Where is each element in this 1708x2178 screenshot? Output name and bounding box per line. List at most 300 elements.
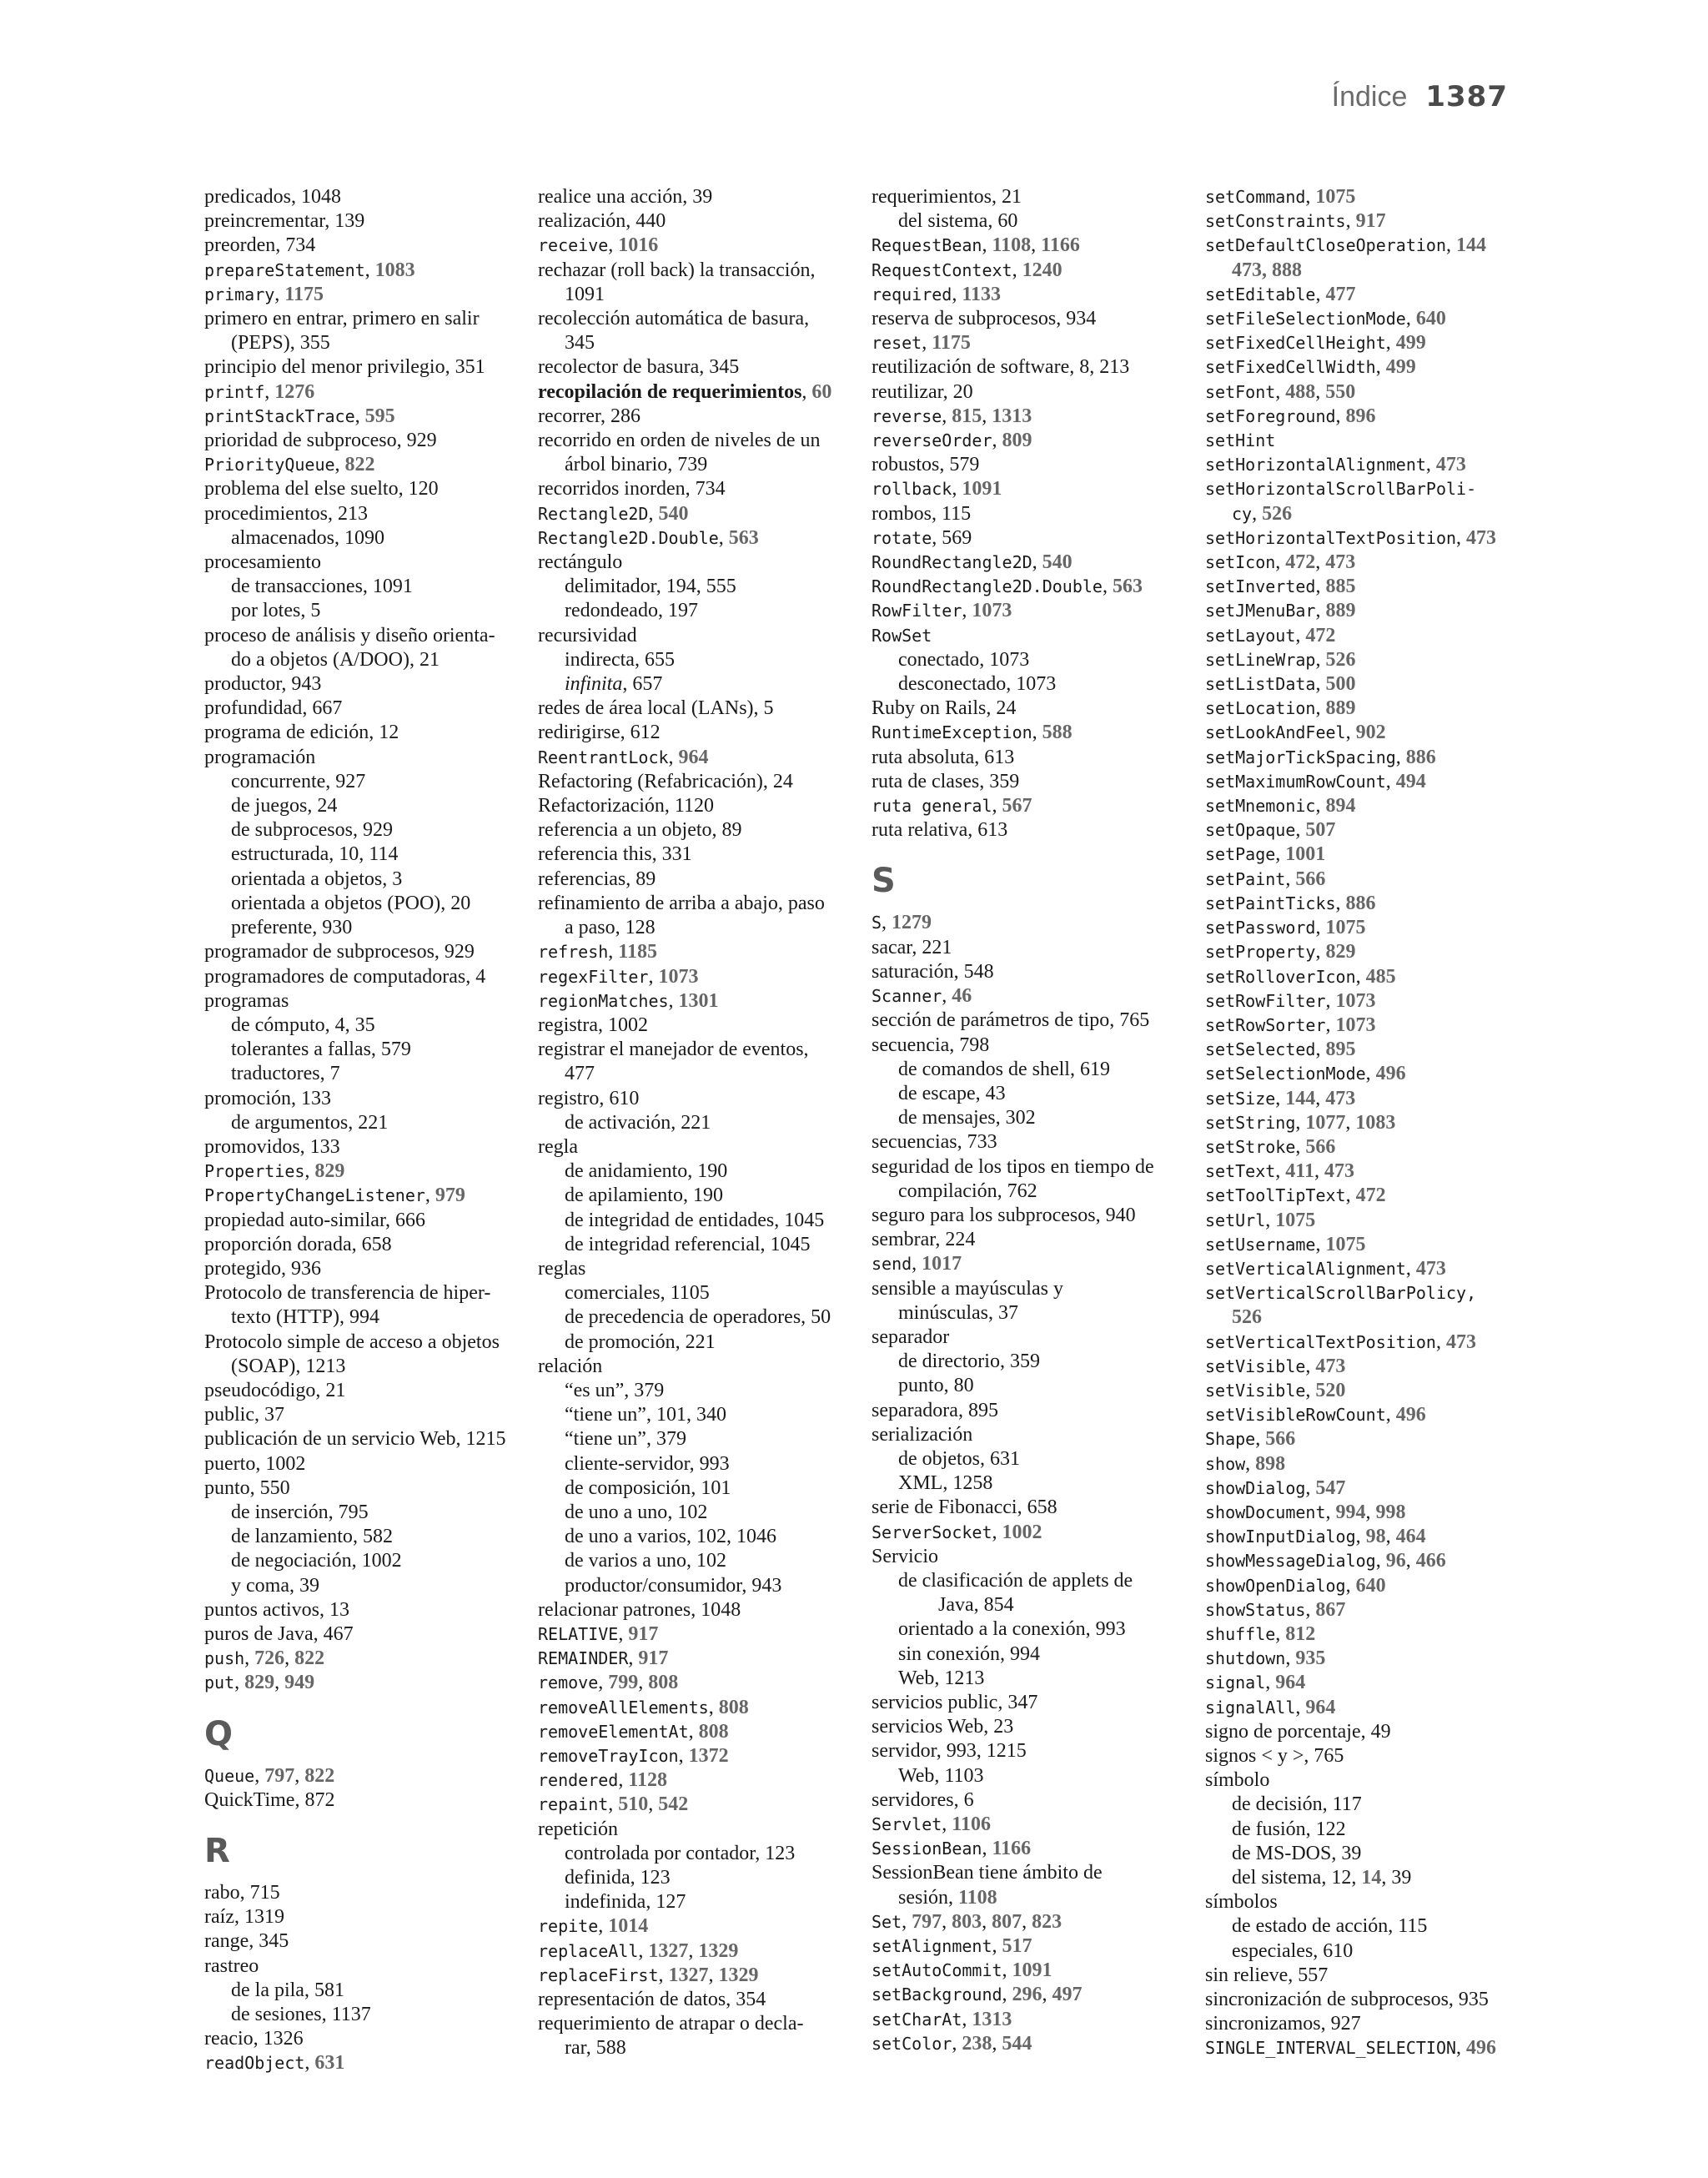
page-reference: 345 bbox=[259, 1930, 289, 1953]
page-reference: 10 bbox=[339, 843, 359, 866]
page-reference: 898 bbox=[1255, 1452, 1286, 1475]
index-term: setVerticalTextPosition bbox=[1205, 1331, 1436, 1352]
index-term: de directorio bbox=[898, 1351, 1000, 1373]
index-entry-continuation: rar, 588 bbox=[565, 2037, 626, 2060]
index-entry: Shape, 566 bbox=[1205, 1428, 1296, 1451]
index-term: “es un” bbox=[565, 1379, 625, 1401]
index-term: Refactoring (Refabricación) bbox=[538, 770, 763, 792]
page-reference: 4 bbox=[334, 1014, 345, 1036]
index-term: servidor bbox=[872, 1740, 937, 1763]
index-entry: rendered, 1128 bbox=[538, 1769, 668, 1792]
index-entry bbox=[204, 989, 538, 1014]
index-entry: receive, 1016 bbox=[538, 234, 659, 257]
index-entry: setHorizontalTextPosition, 473 bbox=[1205, 526, 1497, 549]
index-subentry: de transacciones, 1091 bbox=[231, 576, 413, 598]
page-reference: 613 bbox=[977, 819, 1008, 842]
page-reference: 1090 bbox=[344, 526, 384, 549]
index-entry: setJMenuBar, 889 bbox=[1205, 600, 1356, 622]
page-reference: 631 bbox=[314, 2052, 345, 2075]
index-term: RoundRectangle2D.Double bbox=[872, 576, 1103, 597]
index-term: Java bbox=[938, 1594, 974, 1617]
index-term: por lotes bbox=[231, 600, 301, 622]
page-reference: 526 bbox=[1325, 648, 1356, 671]
page-reference: 49 bbox=[1370, 1720, 1391, 1743]
page-reference: 139 bbox=[334, 210, 365, 233]
index-term: recopilación de requerimientos bbox=[538, 380, 802, 403]
index-term: orientada a objetos (POO) bbox=[231, 892, 441, 914]
index-term: setLocation bbox=[1205, 698, 1316, 719]
index-entry: recorridos inorden, 734 bbox=[538, 478, 726, 500]
page-reference: 115 bbox=[1398, 1915, 1428, 1938]
page-reference: 302 bbox=[1005, 1107, 1036, 1129]
index-term: show bbox=[1205, 1453, 1246, 1474]
index-term: setPassword bbox=[1205, 918, 1316, 938]
index-term: showInputDialog bbox=[1205, 1527, 1356, 1547]
page-reference: 567 bbox=[1002, 795, 1032, 817]
index-subentry: conectado, 1073 bbox=[898, 648, 1030, 671]
index-entry: removeTrayIcon, 1372 bbox=[538, 1745, 729, 1767]
index-term: setPaintTicks bbox=[1205, 893, 1336, 913]
index-subentry: orientada a objetos, 3 bbox=[231, 868, 403, 890]
page-reference: 1175 bbox=[284, 283, 324, 305]
page-reference: 39 bbox=[1391, 1867, 1412, 1889]
page-reference: 1103 bbox=[944, 1764, 984, 1787]
index-term: Rectangle2D.Double bbox=[538, 527, 719, 548]
index-subentry: delimitador, 194, 555 bbox=[565, 576, 736, 598]
index-term: showDocument bbox=[1205, 1501, 1326, 1522]
page-reference: 799 bbox=[608, 1672, 639, 1694]
index-term: readObject bbox=[204, 2053, 305, 2074]
index-term: removeTrayIcon bbox=[538, 1746, 679, 1766]
index-term: setEditable bbox=[1205, 284, 1316, 304]
page-reference: 355 bbox=[299, 332, 330, 355]
index-term: signo de porcentaje bbox=[1205, 1720, 1361, 1743]
index-entry: separadora, 895 bbox=[872, 1399, 998, 1421]
index-term: showDialog bbox=[1205, 1477, 1306, 1498]
index-subentry: de mensajes, 302 bbox=[898, 1107, 1036, 1129]
index-entry: Rectangle2D.Double, 563 bbox=[538, 526, 759, 549]
page-reference: 1091 bbox=[1012, 1959, 1052, 1982]
index-term: setListData bbox=[1205, 674, 1316, 695]
index-entry: RoundRectangle2D, 540 bbox=[872, 551, 1073, 574]
page-reference: 1240 bbox=[1022, 259, 1062, 281]
index-term: símbolo bbox=[1205, 1769, 1270, 1792]
index-entry: setText, 411, 473 bbox=[1205, 1160, 1354, 1183]
page-reference: 936 bbox=[290, 1257, 321, 1280]
index-entry: Scanner, 46 bbox=[872, 985, 972, 1008]
index-entry: programadores de computadoras, 4 bbox=[204, 965, 486, 988]
index-entry: rombos, 115 bbox=[872, 502, 972, 525]
index-term: recolección automática de basura, bbox=[538, 308, 810, 330]
index-subentry: de anidamiento, 190 bbox=[565, 1160, 728, 1183]
page-reference: 993 bbox=[699, 1452, 730, 1475]
page-reference: 808 bbox=[648, 1672, 679, 1694]
index-term: delimitador bbox=[565, 576, 656, 598]
index-entry: sección de parámetros de tipo, 765 bbox=[872, 1009, 1150, 1032]
index-term: Protocolo simple de acceso a objetos bbox=[204, 1330, 500, 1353]
index-term: realice una acción bbox=[538, 186, 683, 208]
index-term: punto bbox=[898, 1375, 944, 1397]
index-entry: setVisible, 520 bbox=[1205, 1379, 1346, 1401]
index-entry: ruta de clases, 359 bbox=[872, 770, 1020, 792]
index-term: de precedencia de operadores bbox=[565, 1306, 801, 1329]
index-subentry: de lanzamiento, 582 bbox=[231, 1526, 393, 1548]
index-subentry: de sesiones, 1137 bbox=[231, 2004, 371, 2026]
index-term: realización bbox=[538, 210, 626, 233]
page-reference: 473 bbox=[1435, 454, 1466, 476]
index-entry: setString, 1077, 1083 bbox=[1205, 1111, 1396, 1134]
page-reference: 1001 bbox=[1285, 843, 1326, 866]
index-entry: setHorizontalAlignment, 473 bbox=[1205, 454, 1466, 476]
index-entry-continuation: compilación, 762 bbox=[898, 1180, 1037, 1202]
page-reference: 1075 bbox=[1275, 1209, 1316, 1231]
index-term: referencia this bbox=[538, 843, 652, 866]
page-reference: 1326 bbox=[263, 2028, 304, 2050]
page-reference: 886 bbox=[1405, 746, 1436, 768]
index-subentry: de integridad referencial, 1045 bbox=[565, 1233, 811, 1255]
index-entry bbox=[872, 1423, 1205, 1447]
page-reference: 1133 bbox=[962, 283, 1002, 305]
index-term: de fusión bbox=[1232, 1818, 1306, 1840]
page-reference: 1128 bbox=[628, 1769, 668, 1792]
page-reference: 930 bbox=[322, 917, 353, 939]
page-reference: 39 bbox=[299, 1574, 319, 1597]
index-entry: setFont, 488, 550 bbox=[1205, 380, 1356, 403]
page-reference: 579 bbox=[949, 454, 980, 476]
page-reference: 808 bbox=[718, 1696, 749, 1718]
index-entry: reverseOrder, 809 bbox=[872, 430, 1032, 452]
index-entry: principio del menor privilegio, 351 bbox=[204, 356, 485, 379]
index-entry bbox=[538, 1355, 872, 1379]
index-term: setFixedCellHeight bbox=[1205, 333, 1386, 354]
index-term: de MS-DOS bbox=[1232, 1842, 1332, 1864]
index-entry: ServerSocket, 1002 bbox=[872, 1521, 1042, 1543]
page-reference: 619 bbox=[1079, 1058, 1110, 1080]
index-term: de estado de acción bbox=[1232, 1915, 1389, 1938]
index-entry: Refactoring (Refabricación), 24 bbox=[538, 770, 793, 792]
page-reference: 1319 bbox=[244, 1906, 284, 1929]
index-entry: ReentrantLock, 964 bbox=[538, 746, 709, 768]
index-term: setVerticalAlignment bbox=[1205, 1258, 1406, 1279]
page-reference: 889 bbox=[1325, 600, 1356, 622]
page-reference: 114 bbox=[369, 843, 399, 866]
index-term: traductores bbox=[231, 1063, 320, 1085]
index-entry: redirigirse, 612 bbox=[538, 722, 661, 744]
page-reference: 379 bbox=[634, 1379, 665, 1401]
page-reference: 500 bbox=[1325, 673, 1356, 696]
index-entry: setPaintTicks, 886 bbox=[1205, 892, 1376, 914]
page-reference: 1108 bbox=[992, 234, 1032, 257]
index-entry: pseudocódigo, 21 bbox=[204, 1379, 346, 1401]
index-entry: showDocument, 994, 998 bbox=[1205, 1501, 1406, 1523]
index-entry: signalAll, 964 bbox=[1205, 1696, 1336, 1718]
page-reference: 102 bbox=[696, 1526, 726, 1548]
page-reference: 1002 bbox=[265, 1452, 306, 1475]
index-entry: shutdown, 935 bbox=[1205, 1647, 1326, 1670]
index-term: setVisible bbox=[1205, 1356, 1306, 1376]
page-reference: 473 bbox=[1325, 1087, 1356, 1109]
index-entry: relacionar patrones, 1048 bbox=[538, 1598, 741, 1621]
index-subentry: de decisión, 117 bbox=[1232, 1793, 1362, 1816]
index-entry-continuation: cy, 526 bbox=[1232, 502, 1293, 525]
index-entry: S, 1279 bbox=[872, 912, 932, 934]
index-term: raíz bbox=[204, 1906, 234, 1929]
index-term: de objetos bbox=[898, 1447, 980, 1470]
page-reference: 286 bbox=[610, 405, 640, 427]
index-term: de juegos bbox=[231, 795, 308, 817]
index-entry bbox=[872, 1861, 1205, 1885]
page-reference: 488 bbox=[1285, 380, 1316, 403]
index-term: registrar el manejador de eventos, bbox=[538, 1039, 809, 1061]
index-term: problema del else suelto bbox=[204, 478, 399, 500]
index-term: serialización bbox=[872, 1423, 973, 1446]
index-term: 345 bbox=[565, 332, 595, 355]
page-reference: 809 bbox=[1002, 430, 1032, 452]
index-term: cliente-servidor bbox=[565, 1452, 690, 1475]
index-term: setUrl bbox=[1205, 1210, 1266, 1230]
index-entry: Queue, 797, 822 bbox=[204, 1764, 335, 1787]
index-term: setLookAndFeel bbox=[1205, 722, 1346, 743]
index-entry bbox=[204, 1954, 538, 1979]
index-subentry: orientada a objetos (POO), 20 bbox=[231, 892, 471, 914]
page-reference: 726 bbox=[254, 1647, 285, 1670]
index-entry: setListData, 500 bbox=[1205, 673, 1356, 696]
index-entry: range, 345 bbox=[204, 1930, 289, 1953]
page-reference: 896 bbox=[1345, 405, 1376, 427]
index-term: remove bbox=[538, 1672, 599, 1693]
index-entry: preincrementar, 139 bbox=[204, 210, 365, 233]
page-reference: 885 bbox=[1325, 576, 1356, 598]
index-term: primary bbox=[204, 284, 275, 304]
page-reference: 221 bbox=[358, 1111, 389, 1134]
index-term: setLineWrap bbox=[1205, 649, 1316, 670]
index-entry: SINGLE_INTERVAL_SELECTION, 496 bbox=[1205, 2037, 1497, 2060]
index-entry: puerto, 1002 bbox=[204, 1452, 306, 1475]
page-reference: 1175 bbox=[932, 332, 971, 355]
index-subentry: de uno a varios, 102, 1046 bbox=[565, 1526, 776, 1548]
index-term: 526 bbox=[1232, 1306, 1262, 1329]
index-subentry: de negociación, 1002 bbox=[231, 1550, 402, 1572]
index-term: setFixedCellWidth bbox=[1205, 357, 1376, 378]
index-term: prepareStatement bbox=[204, 259, 365, 280]
page-reference: 213 bbox=[1099, 356, 1130, 379]
index-term: proporción dorada bbox=[204, 1233, 352, 1255]
index-entry bbox=[538, 1818, 872, 1842]
index-entry: setVerticalAlignment, 473 bbox=[1205, 1257, 1446, 1280]
index-term: regionMatches bbox=[538, 990, 669, 1011]
index-term: sensible a mayúsculas y bbox=[872, 1277, 1063, 1300]
page-reference: 24 bbox=[996, 697, 1017, 720]
index-entry: publicación de un servicio Web, 1215 bbox=[204, 1428, 506, 1451]
index-term: ruta relativa bbox=[872, 819, 968, 842]
index-term: de uno a uno bbox=[565, 1501, 668, 1523]
index-term: setDefaultCloseOperation bbox=[1205, 235, 1446, 256]
index-entry: signal, 964 bbox=[1205, 1672, 1306, 1694]
index-subentry: de composición, 101 bbox=[565, 1476, 731, 1499]
index-entry: requerimientos, 21 bbox=[872, 186, 1022, 208]
page-reference: 1279 bbox=[892, 912, 932, 934]
index-term: Servlet bbox=[872, 1814, 942, 1834]
index-entry: puros de Java, 467 bbox=[204, 1622, 354, 1645]
page-reference: 20 bbox=[450, 892, 471, 914]
index-term: receive bbox=[538, 235, 609, 256]
index-term: de uno a varios bbox=[565, 1526, 686, 1548]
index-entry: servidores, 6 bbox=[872, 1788, 974, 1811]
page-reference: 473 bbox=[1445, 1330, 1476, 1353]
page-reference: 1091 bbox=[962, 478, 1002, 500]
index-entry: recopilación de requerimientos, 60 bbox=[538, 380, 832, 403]
page-reference: 949 bbox=[284, 1672, 315, 1694]
index-subentry: por lotes, 5 bbox=[231, 600, 321, 622]
index-term: de subprocesos bbox=[231, 819, 353, 842]
index-term: puerto bbox=[204, 1452, 256, 1475]
page-reference: 610 bbox=[609, 1087, 640, 1109]
page-reference: 21 bbox=[419, 648, 440, 671]
index-entry-continuation bbox=[1205, 1305, 1539, 1330]
index-term: setHorizontalAlignment bbox=[1205, 455, 1426, 475]
page-reference: 929 bbox=[444, 941, 475, 963]
index-entry: regexFilter, 1073 bbox=[538, 965, 699, 988]
index-term: de escape bbox=[898, 1082, 976, 1104]
index-term: de activación bbox=[565, 1111, 671, 1134]
index-entry: setLayout, 472 bbox=[1205, 624, 1336, 646]
index-entry bbox=[538, 892, 872, 916]
page-reference: 544 bbox=[1002, 2032, 1032, 2055]
page-reference: 1048 bbox=[701, 1598, 741, 1621]
index-entry bbox=[872, 1155, 1205, 1180]
index-column-4 bbox=[1205, 185, 1539, 2061]
index-term: de comandos de shell bbox=[898, 1058, 1070, 1080]
index-term: rotate bbox=[872, 527, 932, 548]
index-subentry: “es un”, 379 bbox=[565, 1379, 665, 1401]
index-entry: registro, 610 bbox=[538, 1087, 640, 1109]
index-entry: servicios public, 347 bbox=[872, 1691, 1038, 1713]
index-term: de anidamiento bbox=[565, 1160, 688, 1183]
index-entry: setLocation, 889 bbox=[1205, 697, 1356, 720]
index-term: saturación bbox=[872, 960, 954, 983]
page-reference: 472 bbox=[1285, 551, 1316, 574]
page-reference: 473 bbox=[1324, 1160, 1354, 1183]
index-term: setJMenuBar bbox=[1205, 601, 1316, 621]
index-entry: servicios Web, 23 bbox=[872, 1716, 1014, 1738]
index-term: de inserción bbox=[231, 1501, 329, 1523]
index-entry-continuation bbox=[1205, 259, 1539, 283]
index-term: rombos bbox=[872, 502, 932, 525]
index-subentry: especiales, 610 bbox=[1232, 1939, 1354, 1962]
index-term: SessionBean tiene ámbito de bbox=[872, 1862, 1103, 1884]
index-term: setRolloverIcon bbox=[1205, 966, 1356, 987]
index-term: sacar bbox=[872, 936, 912, 958]
page-reference: 929 bbox=[406, 430, 437, 452]
page-reference: 123 bbox=[640, 1867, 671, 1889]
page-reference: 666 bbox=[394, 1209, 425, 1231]
index-entry bbox=[538, 1135, 872, 1159]
page-reference: 895 bbox=[1325, 1039, 1356, 1061]
page-reference: 715 bbox=[249, 1882, 280, 1904]
index-term: propiedad auto-similar bbox=[204, 1209, 385, 1231]
page-reference: 477 bbox=[1325, 283, 1356, 305]
index-subentry: de directorio, 359 bbox=[898, 1351, 1040, 1373]
page-reference: 8 bbox=[1079, 356, 1090, 379]
index-subentry: “tiene un”, 379 bbox=[565, 1428, 686, 1451]
page-reference: 296 bbox=[1012, 1984, 1042, 2006]
index-entry: punto, 550 bbox=[204, 1476, 290, 1499]
page-reference: 520 bbox=[1315, 1379, 1346, 1401]
index-term: preorden bbox=[204, 234, 276, 257]
index-term: relación bbox=[538, 1355, 603, 1377]
page-reference: 994 bbox=[349, 1306, 379, 1329]
index-term: robustos bbox=[872, 454, 940, 476]
page-reference: 929 bbox=[362, 819, 393, 842]
index-term: recolector de basura bbox=[538, 356, 700, 379]
index-term: de negociación bbox=[231, 1550, 352, 1572]
index-subentry: de integridad de entidades, 1045 bbox=[565, 1209, 825, 1231]
index-term: setAutoCommit bbox=[872, 1960, 1002, 1981]
index-term: “tiene un” bbox=[565, 1404, 646, 1426]
index-subentry: de estado de acción, 115 bbox=[1232, 1915, 1428, 1938]
page-reference: 1258 bbox=[952, 1472, 993, 1495]
section-letter: Q bbox=[204, 1714, 234, 1753]
index-term: signalAll bbox=[1205, 1697, 1296, 1718]
index-term: predicados bbox=[204, 186, 291, 208]
page-reference: 238 bbox=[962, 2032, 992, 2055]
page-reference: 1327 bbox=[668, 1964, 709, 1986]
page-reference: 496 bbox=[1395, 1404, 1426, 1426]
page-reference: 120 bbox=[408, 478, 439, 500]
index-entry: realización, 440 bbox=[538, 210, 666, 233]
page-reference: 197 bbox=[667, 600, 698, 622]
index-term: setCharAt bbox=[872, 2009, 962, 2030]
index-term: setInverted bbox=[1205, 576, 1316, 597]
index-term: primero en entrar, primero en salir bbox=[204, 308, 480, 330]
page-reference: 6 bbox=[963, 1788, 974, 1811]
page-reference: 943 bbox=[291, 673, 322, 696]
running-header-title: Índice bbox=[1331, 81, 1408, 113]
index-entry: seguro para los subprocesos, 940 bbox=[872, 1204, 1136, 1226]
page-reference: 569 bbox=[942, 526, 972, 549]
page-reference: 808 bbox=[698, 1720, 729, 1743]
index-term: protegido bbox=[204, 1257, 281, 1280]
index-entry: setInverted, 885 bbox=[1205, 576, 1356, 598]
index-term: de clasificación de applets de bbox=[898, 1569, 1133, 1592]
page-reference: 115 bbox=[942, 502, 972, 525]
index-term: shuffle bbox=[1205, 1623, 1276, 1644]
index-term: punto bbox=[204, 1476, 250, 1499]
page-reference: 935 bbox=[1295, 1647, 1326, 1670]
index-entry: setBackground, 296, 497 bbox=[872, 1984, 1083, 2006]
index-entry: setMaximumRowCount, 494 bbox=[1205, 770, 1426, 792]
index-entry: RELATIVE, 917 bbox=[538, 1622, 659, 1645]
index-term: requerimiento de atrapar o decla- bbox=[538, 2013, 804, 2035]
page-reference: 640 bbox=[1355, 1574, 1386, 1597]
page-reference: 50 bbox=[811, 1306, 831, 1329]
index-entry-continuation: a paso, 128 bbox=[565, 917, 656, 939]
page-reference: 35 bbox=[354, 1014, 375, 1036]
index-entry: referencias, 89 bbox=[538, 868, 656, 890]
page-reference: 60 bbox=[997, 210, 1018, 233]
index-entry: secuencia, 798 bbox=[872, 1034, 990, 1056]
page-reference: 829 bbox=[244, 1672, 275, 1694]
index-entry: REMAINDER, 917 bbox=[538, 1647, 669, 1670]
index-entry: show, 898 bbox=[1205, 1452, 1286, 1475]
index-entry: setFixedCellWidth, 499 bbox=[1205, 356, 1416, 379]
page-reference: 579 bbox=[380, 1039, 411, 1061]
page-reference: 473 bbox=[1325, 551, 1356, 574]
page-reference: 829 bbox=[314, 1160, 345, 1183]
index-term: registro bbox=[538, 1087, 600, 1109]
index-entry bbox=[538, 1257, 872, 1281]
index-term: árbol binario bbox=[565, 454, 668, 476]
